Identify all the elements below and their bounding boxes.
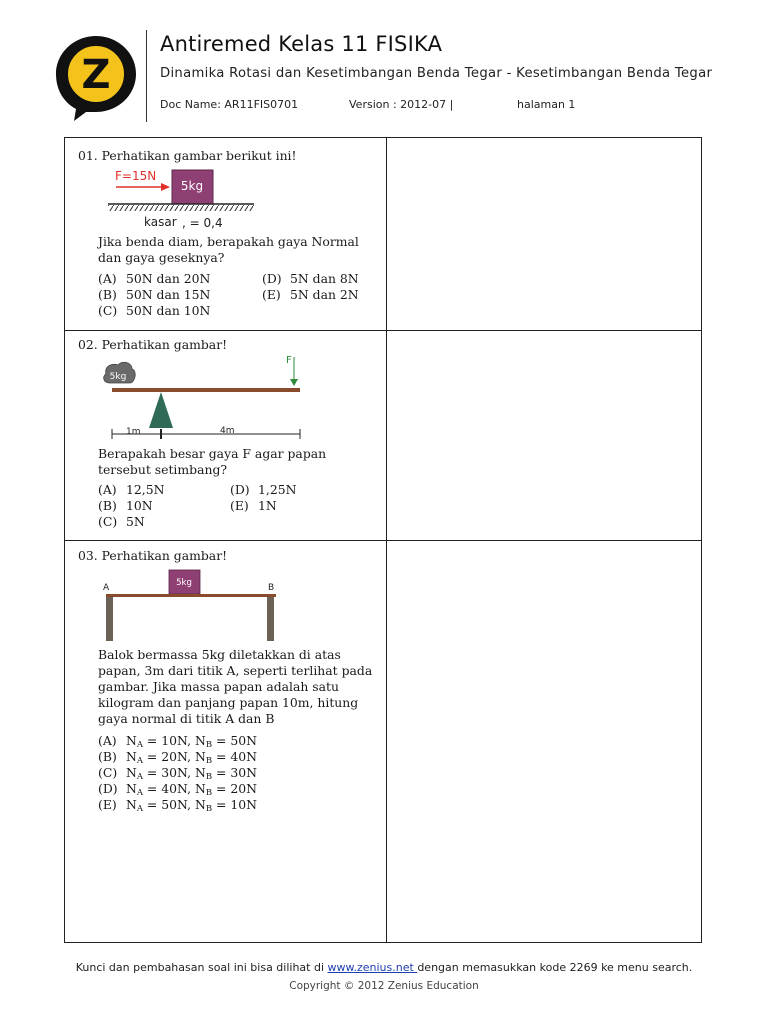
- friction-coefficient: , = 0,4: [182, 216, 223, 230]
- q1-option-d[interactable]: (D) 5N dan 8N: [262, 271, 359, 286]
- page-subtitle: Dinamika Rotasi dan Kesetimbangan Benda Tegar - Kesetimbangan Benda Tegar: [160, 66, 713, 81]
- question-1-figure: [98, 166, 268, 232]
- table-leg-b: [267, 597, 274, 641]
- q1-option-a[interactable]: (A) 50N dan 20N: [98, 271, 211, 286]
- copyright: Copyright © 2012 Zenius Education: [289, 980, 479, 992]
- force-f-arrow-head: [290, 379, 298, 386]
- q3-option-e[interactable]: (E) $N_A = 50N$, $N_B = 10N$: [98, 797, 257, 814]
- q3-option-a[interactable]: (A) $N_A = 10N$, $N_B = 50N$: [98, 733, 257, 750]
- page-number: halaman 1: [517, 98, 576, 111]
- question-1-text: Jika benda diam, berapakah gaya Normal dan gaya geseknya?: [98, 234, 359, 265]
- question-2: [78, 337, 227, 352]
- zenius-link[interactable]: www.zenius.net: [327, 961, 418, 974]
- q3-option-c[interactable]: (C) $N_A = 30N$, $N_B = 30N$: [98, 765, 257, 782]
- question-3-text: Balok bermassa 5kg diletakkan di atas papan, 3m dari titik A, seperti terlihat pada gambar. Jika massa papan adalah satu kilogram dan panjang papan 10m, hitung gaya normal di titik A dan B: [98, 647, 373, 726]
- force-arrow-head: [161, 183, 170, 191]
- question-2-title: 02. Perhatikan gambar!: [78, 337, 228, 352]
- question-2-figure: [98, 352, 313, 444]
- block-label: 5kg: [180, 179, 204, 193]
- surface-hatching: [108, 205, 254, 211]
- distance-4m: 4m: [220, 426, 235, 436]
- q2-option-a[interactable]: (A) 12,5N: [98, 482, 165, 497]
- question-1-title: 01. Perhatikan gambar berikut ini!: [78, 148, 297, 163]
- row-divider-2: [65, 540, 701, 541]
- q1-option-e[interactable]: (E) 5N dan 2N: [262, 287, 359, 302]
- footer-note: Kunci dan pembahasan soal ini bisa dilihat di www.zenius.net dengan memasukkan kode 2269 ke menu search.: [75, 961, 693, 974]
- q1-option-c[interactable]: (C) 50N dan 10N: [98, 303, 211, 318]
- logo-letter: Z: [81, 52, 111, 98]
- surface-label: kasar: [144, 215, 177, 229]
- plank: [112, 388, 300, 392]
- force-label: F=15N: [115, 169, 157, 183]
- row-divider-1: [65, 330, 701, 331]
- block-3-label: 5kg: [176, 578, 192, 588]
- header-divider: [146, 30, 147, 122]
- zenius-logo: [52, 32, 140, 122]
- question-2-text: Berapakah besar gaya F agar papan tersebut setimbang?: [98, 446, 327, 477]
- question-1: [78, 148, 297, 163]
- q3-option-b[interactable]: (B) $N_A = 20N$, $N_B = 40N$: [98, 749, 257, 766]
- doc-name: Doc Name: AR11FIS0701: [160, 98, 299, 111]
- q3-option-d[interactable]: (D) $N_A = 40N$, $N_B = 20N$: [98, 781, 257, 798]
- q1-option-b[interactable]: (B) 50N dan 15N: [98, 287, 211, 302]
- question-3: [78, 548, 227, 563]
- fulcrum: [149, 392, 173, 428]
- table-plank: [106, 594, 276, 597]
- q2-option-d[interactable]: (D) 1,25N: [230, 482, 297, 497]
- doc-version: Version : 2012-07 |: [349, 98, 454, 111]
- page-title: Antiremed Kelas 11 FISIKA: [160, 32, 443, 56]
- point-a-label: A: [103, 583, 110, 593]
- q2-option-c[interactable]: (C) 5N: [98, 514, 145, 529]
- distance-1m: 1m: [126, 427, 141, 437]
- rock-label: 5kg: [109, 372, 127, 382]
- point-b-label: B: [268, 583, 275, 593]
- force-f-label: F: [286, 355, 292, 366]
- question-3-title: 03. Perhatikan gambar!: [78, 548, 228, 563]
- question-3-figure: [98, 566, 288, 644]
- table-leg-a: [106, 597, 113, 641]
- q2-option-e[interactable]: (E) 1N: [230, 498, 277, 513]
- q2-option-b[interactable]: (B) 10N: [98, 498, 153, 513]
